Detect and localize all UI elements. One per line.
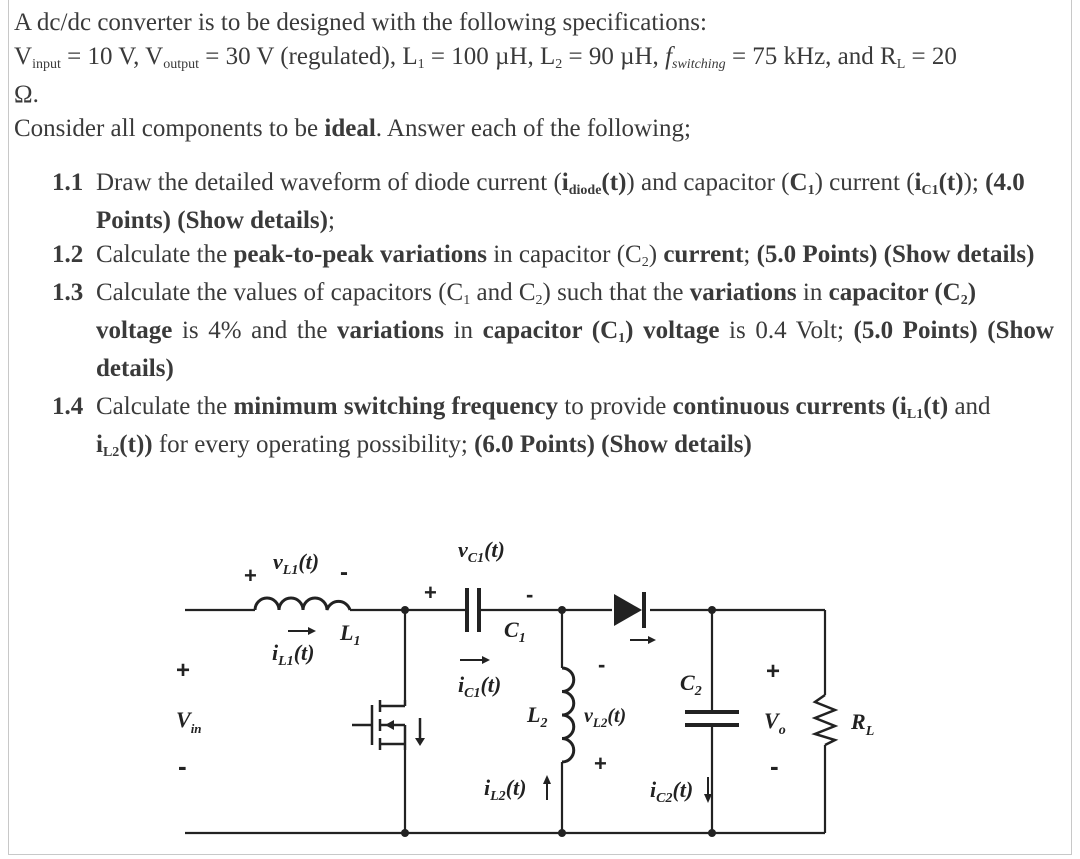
capacitor-c1 [467,588,479,632]
vl2-t: (t) [607,705,627,727]
vin-sub: input [32,57,61,72]
q1-b3: i [914,169,922,196]
q2-b3: (5.0 Points) (Show details) [756,241,1035,268]
q4-b3s: L2 [102,445,120,460]
ic1-label [458,672,501,701]
il2-sub: L2 [490,789,506,804]
il1-sub: L1 [278,654,294,669]
rl-symbol: R [880,43,897,70]
vl2-label [584,705,626,730]
node-dot [558,829,566,837]
q4-b3: i [96,431,103,458]
q3-b1: variations [689,279,797,306]
q4-b1: minimum switching frequency [233,393,559,420]
intro-line: A dc/dc converter is to be designed with the following specifications: [14,9,707,36]
q1-number: 1.1 [52,169,84,196]
consider-end: . Answer each of the following; [375,115,691,142]
vc1-label [458,537,505,566]
q1-t1: Draw the detailed waveform of diode current ( [96,169,562,196]
mosfet-body-arrow [385,720,394,730]
q1-b5: Points) (Show details) [96,207,328,234]
vo-minus: - [770,751,779,781]
q1-b3e: (t) [938,169,964,196]
il2-arrow [543,775,551,800]
l2-sub: 2 [540,716,548,731]
vl2-sub: L2 [592,715,608,730]
vout-value: = 30 V (regulated), [198,43,403,70]
l1-value: = 100 µH, [424,43,540,70]
q3-b2s: 2 [960,293,968,308]
q4-t4: for every operating possibility; [152,431,475,458]
q3-t2: and C [470,279,536,306]
q3-s2: 2 [535,293,543,308]
inductor-l2 [562,668,574,762]
il1-arrow [288,627,316,635]
node-dot [708,606,716,614]
q1-b1: i [561,169,569,196]
l1-symbol: L [402,43,418,70]
vl1-sub: L1 [282,563,299,578]
q1-t3: ) current ( [814,169,915,196]
c2-label [680,670,702,699]
il1-label [272,640,314,669]
l1-l: L [340,620,354,645]
q1-t5: ; [327,207,335,234]
q2-s2: 2 [641,255,649,270]
vo-v: V [764,708,779,733]
vin-symbol: V [14,43,33,70]
q3-b5e: ) voltage [625,317,720,344]
q2-number: 1.2 [52,241,84,268]
c2-c: C [680,670,695,695]
ic2-t: (t) [672,777,694,802]
q2-t2: in capacitor (C [486,241,642,268]
q3-t6: in [443,317,483,344]
q1-b1e: (t) [601,169,627,196]
ic2-label [650,777,693,806]
il1-t: (t) [293,640,315,665]
consider-text: Consider all components to be [14,115,325,142]
vc1-minus: - [526,582,534,607]
vc1-t: (t) [484,537,505,562]
fs-sub: switching [672,57,726,72]
q4-t3: and [948,393,991,420]
vin-plus: + [176,657,191,684]
vc1-plus: + [424,580,437,605]
switch-current-arrow [415,738,425,746]
vc1-sub: C1 [467,551,485,566]
q3-t3: ) such that the [542,279,690,306]
q3-t5: is 4% and the [172,317,338,344]
il1-i: i [272,640,279,665]
resistor-rl [815,695,835,745]
q4-b4: (6.0 Points) (Show details) [474,431,752,458]
q1-b3s: C1 [921,183,939,198]
vin-value: = 10 V, [60,43,146,70]
l2-label [526,702,547,731]
q3-t7: is 0.4 Volt; [719,317,854,344]
l2-value: = 90 µH, [562,43,666,70]
q3-b4: variations [337,317,444,344]
l2-symbol: L [539,43,556,70]
q4-t1: Calculate the [96,393,234,420]
node-dot [401,829,409,837]
vl2-minus: - [598,652,606,677]
fs-value: = 75 kHz, and [725,43,881,70]
q1-b2s: 1 [807,183,815,198]
rl-label [850,709,874,739]
q1-t4: ); [963,169,986,196]
q4-number: 1.4 [52,393,84,420]
q3-b5s: 1 [618,331,626,346]
q2-t3: ) [648,241,664,268]
ic2-arrow [704,777,712,803]
vl2-v: v [584,705,593,727]
q4-t2: to provide [558,393,673,420]
vin-label [176,707,202,736]
c1-c: C [504,617,519,642]
capacitor-c2 [685,712,739,725]
rl-value: = 20 [905,43,957,70]
il2-i: i [484,775,491,800]
c1-label [504,617,526,646]
vl2-plus: + [594,751,607,776]
vo-sub: o [778,723,786,738]
ohm-line: Ω. [14,81,39,108]
vout-sub: output [163,57,199,72]
vl1-minus: - [340,559,348,586]
vin-sub: in [190,721,202,736]
node-dot [558,606,566,614]
rl-r: R [851,709,866,734]
vin-minus: - [178,751,187,781]
q3-b3: voltage [96,317,173,344]
rl-sub: L [896,57,906,72]
q1-b2: C [789,169,808,196]
vo-label [764,708,786,738]
il2-label [484,775,526,804]
l1-label [339,620,360,649]
diode [614,592,656,644]
q2-b2: current [663,241,744,268]
q3-t1: Calculate the values of capacitors (C [96,279,464,306]
q4-b2s: L1 [906,407,924,422]
ic1-t: (t) [480,672,502,697]
q2-b1: peak-to-peak variations [233,241,487,268]
vout-symbol: V [145,43,164,70]
l1-sub: 1 [353,634,361,649]
vo-plus: + [766,658,781,685]
q3-number: 1.3 [52,279,84,306]
vl1-v: v [273,549,283,574]
q3-b2: capacitor (C [828,279,961,306]
fs-symbol: f [665,43,673,70]
l2-l: L [527,702,541,727]
q3-b5: capacitor (C [482,317,619,344]
q1-b4: (4.0 [985,169,1025,196]
c2-sub: 2 [694,684,702,699]
vl1-t: (t) [298,549,320,574]
q4-b3e: (t)) [119,431,153,458]
q1-b1s: diode [568,183,602,198]
node-dot [401,606,409,614]
q4-b2: continuous currents (i [672,393,907,420]
vl1-label [273,549,319,578]
c1-sub: 1 [518,631,526,646]
inductor-l1 [255,598,350,610]
ic1-sub: C1 [464,686,481,701]
l1-sub: 1 [417,57,425,72]
q2-t1: Calculate the [96,241,234,268]
l2-sub: 2 [555,57,563,72]
il2-t: (t) [505,775,527,800]
q3-s1: 1 [463,293,471,308]
ic2-i: i [650,777,657,802]
q3-t4: in [796,279,829,306]
q3-b2e: ) [967,279,977,306]
ic1-arrow [460,656,490,664]
vc1-v: v [458,537,468,562]
rl-sub: L [865,724,875,739]
q2-t4: ; [743,241,757,268]
q3-b6: (5.0 Points) (Show details) [96,317,1054,382]
vin-v: V [176,707,191,732]
ic1-i: i [458,672,465,697]
ic2-sub: C2 [656,791,673,806]
ideal-bold: ideal [324,115,376,142]
q1-t2: ) and capacitor ( [626,169,790,196]
vl1-plus: + [244,563,257,588]
node-dot [708,829,716,837]
q4-b2e: (t) [923,393,949,420]
